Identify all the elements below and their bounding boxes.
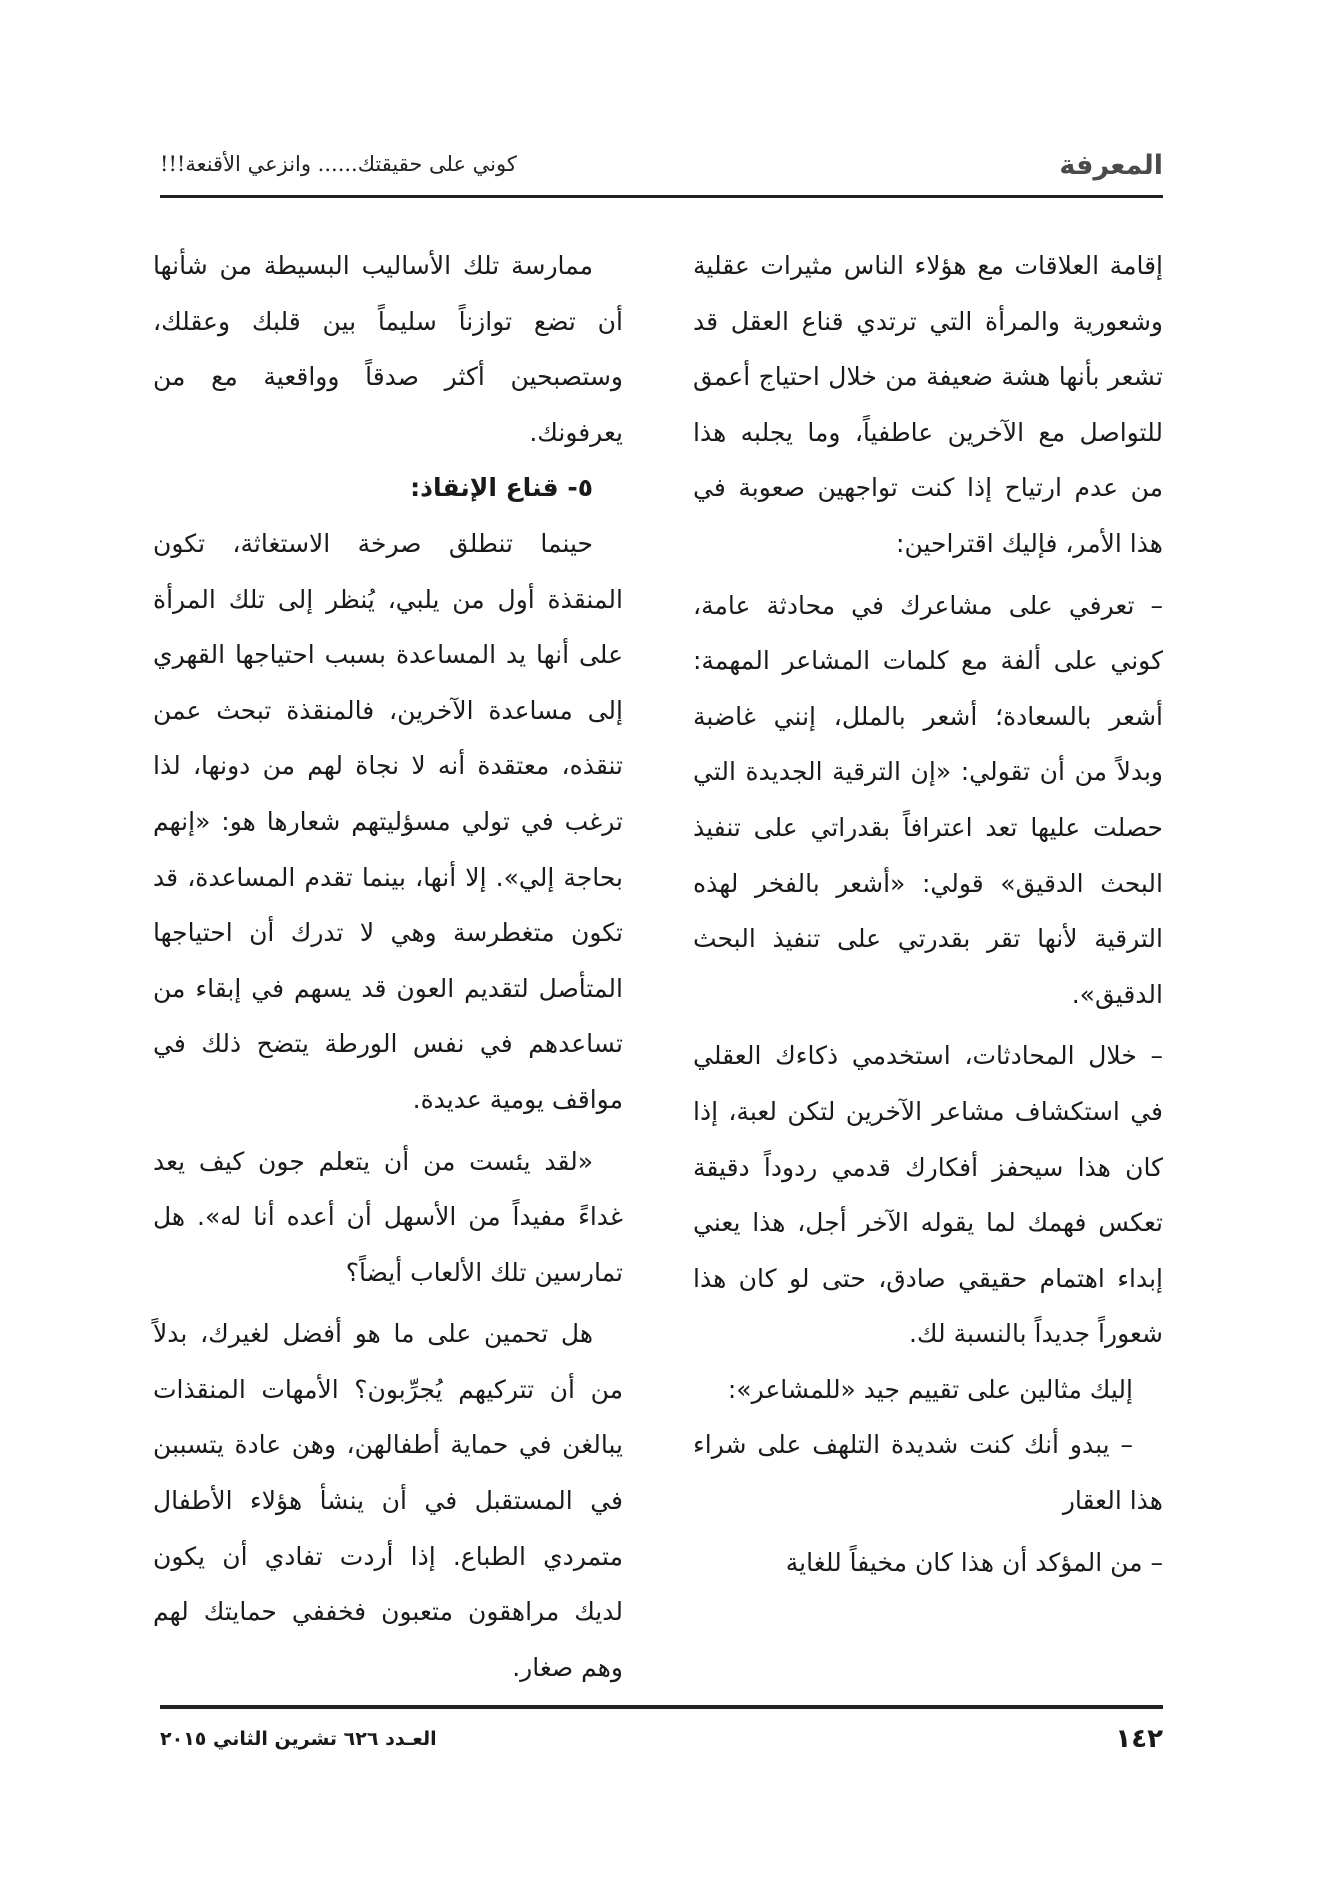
body-paragraph: حينما تنطلق صرخة الاستغاثة، تكون المنقذة أول من يلبي، يُنظر إلى تلك المرأة على أنها يد المساعدة بسبب احتياجها القهري إلى مساعدة الآخرين، فالمنقذة تبحث عمن تنقذه، معتقدة أنه لا نجاة لهم من دونها، لذا ترغب في تولي مسؤليتهم شعارها هو: «إنهم بحاجة إلي». إلا أنها، بينما تقدم المساعدة، قد تكون متغطرسة وهي لا تدرك أن احتياجها المتأصل لتقديم العون قد يسهم في إبقاء من تساعدهم في نفس الورطة يتضح ذلك في مواقف يومية عديدة. (153, 528, 623, 1114)
body-paragraph: إليك مثالين على تقييم جيد «للمشاعر»: (727, 1374, 1133, 1404)
page-header (160, 148, 1163, 188)
body-paragraph: – يبدو أنك كنت شديدة التلهف على شراء هذا العقار (693, 1430, 1163, 1516)
page-number: ١٤٢ (1115, 1724, 1163, 1754)
header-divider (160, 195, 1163, 198)
footer-divider (160, 1705, 1163, 1709)
body-paragraph: هل تحمين على ما هو أفضل لغيرك، بدلاً من أن تتركيهم يُجرِّبون؟ الأمهات المنقذات يبالغن في حماية أطفالهن، وهن عادة يتسببن في المستقبل في أن ينشأ هؤلاء الأطفال متمردي الطباع. إذا أردت تفادي أن يكون لديك مراهقون متعبون فخففي حمايتك لهم وهم صغار. (153, 1319, 623, 1682)
body-paragraph: ممارسة تلك الأساليب البسيطة من شأنها أن تضع توازناً سليماً بين قلبك وعقلك، وستصبحين أكثر صدقاً وواقعية مع من يعرفونك. (153, 251, 623, 447)
left-column (153, 238, 623, 1695)
running-title: كوني على حقيقتك...... وانزعي الأقنعة!!! (160, 152, 517, 176)
magazine-logo: المعرفة (1059, 150, 1163, 181)
body-paragraph: – خلال المحادثات، استخدمي ذكاءك العقلي في استكشاف مشاعر الآخرين لتكن لعبة، إذا كان هذا سيحفز أفكارك قدمي ردوداً دقيقة تعكس فهمك لما يقوله الآخر أجل، هذا يعني إبداء اهتمام حقيقي صادق، حتى لو كان هذا شعوراً جديداً بالنسبة لك. (693, 1041, 1163, 1349)
body-paragraph: – تعرفي على مشاعرك في محادثة عامة، كوني على ألفة مع كلمات المشاعر المهمة: أشعر بالسعادة؛ أشعر بالملل، إنني غاضبة وبدلاً من أن تقولي: «إن الترقية الجديدة التي حصلت عليها تعد اعترافاً بقدراتي على تنفيذ البحث الدقيق» قولي: «أشعر بالفخر لهذه الترقية لأنها تقر بقدرتي على تنفيذ البحث الدقيق». (693, 590, 1163, 1009)
issue-info: العـدد ٦٢٦ تشرين الثاني ٢٠١٥ (160, 1728, 437, 1750)
body-paragraph: – من المؤكد أن هذا كان مخيفاً للغاية (785, 1547, 1163, 1577)
body-paragraph: إقامة العلاقات مع هؤلاء الناس مثيرات عقلية وشعورية والمرأة التي ترتدي قناع العقل قد تشعر بأنها هشة ضعيفة من خلال احتياج أعمق للتواصل مع الآخرين عاطفياً، وما يجلبه هذا من عدم ارتياح إذا كنت تواجهين صعوبة في هذا الأمر، فإليك اقتراحين: (693, 251, 1163, 558)
right-column (693, 238, 1163, 1590)
section-heading: ٥- قناع الإنقاذ: (410, 473, 593, 503)
body-paragraph: «لقد يئست من أن يتعلم جون كيف يعد غداءً مفيداً من الأسهل أن أعده أنا له». هل تمارسين تلك الألعاب أيضاً؟ (153, 1146, 623, 1287)
